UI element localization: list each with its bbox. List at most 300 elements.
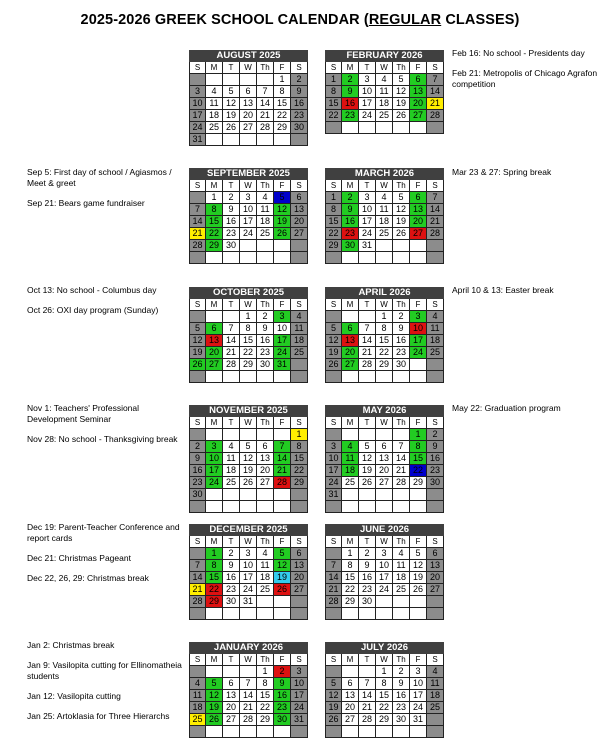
day-cell: 15	[376, 335, 393, 347]
empty-cell	[240, 429, 257, 441]
empty-cell	[359, 122, 376, 134]
day-cell: 26	[393, 228, 410, 240]
day-cell: 23	[342, 228, 359, 240]
empty-cell	[291, 359, 308, 371]
empty-cell	[240, 608, 257, 620]
day-cell: 18	[376, 98, 393, 110]
empty-cell	[393, 501, 410, 513]
empty-cell	[376, 726, 393, 738]
empty-cell	[274, 429, 291, 441]
day-cell: 7	[393, 441, 410, 453]
event-note: May 22: Graduation program	[452, 403, 561, 413]
day-cell: 8	[240, 323, 257, 335]
day-cell: 11	[291, 323, 308, 335]
empty-cell	[393, 122, 410, 134]
day-cell: 18	[189, 702, 206, 714]
day-cell: 1	[325, 74, 342, 86]
day-cell: 6	[257, 441, 274, 453]
day-cell: 5	[274, 192, 291, 204]
weekday-header: M	[206, 536, 223, 548]
day-cell: 10	[291, 678, 308, 690]
day-cell: 20	[410, 216, 427, 228]
day-cell: 7	[274, 441, 291, 453]
day-cell: 22	[291, 465, 308, 477]
day-cell: 16	[393, 690, 410, 702]
day-cell: 3	[410, 311, 427, 323]
day-cell: 24	[291, 702, 308, 714]
weekday-header: F	[410, 536, 427, 548]
day-cell: 6	[410, 74, 427, 86]
day-cell: 2	[427, 429, 444, 441]
weekday-header: S	[325, 62, 342, 74]
month-header: FEBRUARY 2026	[325, 50, 444, 62]
day-cell: 28	[189, 240, 206, 252]
empty-cell	[325, 311, 342, 323]
empty-cell	[427, 596, 444, 608]
empty-cell	[325, 726, 342, 738]
day-cell: 26	[189, 359, 206, 371]
empty-cell	[291, 134, 308, 146]
day-cell: 25	[393, 584, 410, 596]
day-cell: 2	[359, 548, 376, 560]
empty-cell	[206, 666, 223, 678]
day-cell: 22	[274, 110, 291, 122]
empty-cell	[376, 240, 393, 252]
empty-cell	[257, 252, 274, 264]
day-cell: 10	[376, 560, 393, 572]
day-cell: 14	[359, 690, 376, 702]
calendar-may-2026	[325, 405, 444, 513]
weekday-header: F	[410, 62, 427, 74]
weekday-header: M	[342, 299, 359, 311]
empty-cell	[189, 74, 206, 86]
day-cell: 18	[427, 690, 444, 702]
day-cell: 12	[223, 98, 240, 110]
day-cell: 27	[206, 359, 223, 371]
empty-cell	[427, 252, 444, 264]
day-cell: 9	[274, 678, 291, 690]
day-cell: 8	[376, 323, 393, 335]
day-cell: 5	[274, 548, 291, 560]
day-cell: 20	[342, 347, 359, 359]
weekday-header: F	[274, 536, 291, 548]
day-cell: 10	[189, 98, 206, 110]
empty-cell	[206, 371, 223, 383]
day-cell: 22	[206, 584, 223, 596]
day-cell: 19	[393, 98, 410, 110]
weekday-header: W	[240, 654, 257, 666]
day-cell: 25	[257, 584, 274, 596]
day-cell: 23	[427, 465, 444, 477]
empty-cell	[189, 608, 206, 620]
day-cell: 1	[376, 311, 393, 323]
day-cell: 6	[291, 192, 308, 204]
day-cell: 4	[427, 311, 444, 323]
day-cell: 27	[342, 714, 359, 726]
day-cell: 21	[359, 347, 376, 359]
day-cell: 22	[206, 228, 223, 240]
empty-cell	[342, 726, 359, 738]
day-cell: 25	[206, 122, 223, 134]
empty-cell	[257, 489, 274, 501]
weekday-header: S	[427, 654, 444, 666]
day-cell: 14	[189, 216, 206, 228]
weekday-header: W	[376, 299, 393, 311]
day-cell: 9	[359, 560, 376, 572]
empty-cell	[223, 429, 240, 441]
weekday-header: S	[291, 417, 308, 429]
weekday-header: S	[427, 299, 444, 311]
day-cell: 29	[257, 714, 274, 726]
day-cell: 10	[240, 204, 257, 216]
empty-cell	[325, 666, 342, 678]
day-cell: 15	[206, 216, 223, 228]
weekday-header: S	[427, 417, 444, 429]
calendar-february-2026	[325, 50, 444, 134]
empty-cell	[206, 501, 223, 513]
day-cell: 5	[223, 86, 240, 98]
weekday-header: S	[427, 180, 444, 192]
weekday-header: T	[223, 180, 240, 192]
day-cell: 8	[342, 560, 359, 572]
empty-cell	[342, 489, 359, 501]
empty-cell	[206, 429, 223, 441]
empty-cell	[189, 501, 206, 513]
month-header: DECEMBER 2025	[189, 524, 308, 536]
weekday-header: F	[410, 299, 427, 311]
day-cell: 22	[325, 228, 342, 240]
day-cell: 23	[291, 110, 308, 122]
day-cell: 24	[410, 347, 427, 359]
empty-cell	[359, 371, 376, 383]
day-cell: 17	[359, 216, 376, 228]
day-cell: 21	[240, 702, 257, 714]
day-cell: 31	[325, 489, 342, 501]
day-cell: 11	[223, 453, 240, 465]
weekday-header: M	[206, 180, 223, 192]
empty-cell	[325, 371, 342, 383]
day-cell: 21	[189, 584, 206, 596]
day-cell: 1	[342, 548, 359, 560]
day-cell: 30	[223, 240, 240, 252]
day-cell: 26	[274, 584, 291, 596]
weekday-header: W	[376, 417, 393, 429]
month-grid	[325, 299, 444, 383]
day-cell: 30	[189, 489, 206, 501]
weekday-header: Th	[257, 536, 274, 548]
day-cell: 30	[393, 359, 410, 371]
empty-cell	[189, 429, 206, 441]
weekday-header: W	[240, 62, 257, 74]
event-note: Jan 9: Vasilopita cutting for Ellinomatheia students	[27, 660, 182, 681]
event-note: Sep 21: Bears game fundraiser	[27, 198, 145, 208]
day-cell: 8	[206, 560, 223, 572]
weekday-header: Th	[393, 62, 410, 74]
day-cell: 17	[240, 216, 257, 228]
day-cell: 15	[206, 572, 223, 584]
empty-cell	[206, 489, 223, 501]
empty-cell	[376, 429, 393, 441]
day-cell: 29	[206, 596, 223, 608]
day-cell: 2	[393, 311, 410, 323]
empty-cell	[223, 311, 240, 323]
month-grid	[189, 299, 308, 383]
page-title	[0, 12, 600, 28]
day-cell: 23	[223, 228, 240, 240]
weekday-header: T	[359, 299, 376, 311]
day-cell: 2	[223, 548, 240, 560]
day-cell: 28	[427, 110, 444, 122]
day-cell: 3	[274, 311, 291, 323]
day-cell: 6	[223, 678, 240, 690]
day-cell: 4	[206, 86, 223, 98]
day-cell: 14	[325, 572, 342, 584]
day-cell: 17	[376, 572, 393, 584]
day-cell: 13	[342, 335, 359, 347]
month-grid	[325, 536, 444, 620]
day-cell: 3	[359, 192, 376, 204]
day-cell: 27	[257, 477, 274, 489]
day-cell: 14	[240, 690, 257, 702]
day-cell: 30	[342, 240, 359, 252]
empty-cell	[240, 252, 257, 264]
right-notes-april	[452, 285, 598, 305]
day-cell: 2	[189, 441, 206, 453]
empty-cell	[376, 122, 393, 134]
day-cell: 5	[325, 678, 342, 690]
day-cell: 5	[189, 323, 206, 335]
day-cell: 19	[393, 216, 410, 228]
event-note: Jan 25: Artoklasia for Three Hierarchs	[27, 711, 170, 721]
empty-cell	[223, 726, 240, 738]
month-header: JULY 2026	[325, 642, 444, 654]
day-cell: 25	[291, 347, 308, 359]
weekday-header: Th	[257, 62, 274, 74]
day-cell: 11	[427, 323, 444, 335]
empty-cell	[410, 608, 427, 620]
empty-cell	[291, 501, 308, 513]
weekday-header: T	[223, 417, 240, 429]
empty-cell	[257, 608, 274, 620]
day-cell: 9	[393, 678, 410, 690]
day-cell: 3	[291, 666, 308, 678]
day-cell: 30	[291, 122, 308, 134]
day-cell: 5	[325, 323, 342, 335]
day-cell: 26	[410, 584, 427, 596]
day-cell: 16	[274, 690, 291, 702]
empty-cell	[240, 134, 257, 146]
day-cell: 27	[376, 477, 393, 489]
day-cell: 10	[359, 204, 376, 216]
day-cell: 4	[427, 666, 444, 678]
empty-cell	[393, 371, 410, 383]
empty-cell	[359, 501, 376, 513]
day-cell: 23	[359, 584, 376, 596]
weekday-header: S	[189, 536, 206, 548]
empty-cell	[274, 726, 291, 738]
empty-cell	[223, 371, 240, 383]
empty-cell	[257, 596, 274, 608]
day-cell: 14	[427, 86, 444, 98]
month-grid	[325, 417, 444, 513]
day-cell: 25	[342, 477, 359, 489]
day-cell: 2	[223, 192, 240, 204]
weekday-header: W	[376, 180, 393, 192]
day-cell: 25	[223, 477, 240, 489]
day-cell: 24	[240, 228, 257, 240]
event-note: Dec 21: Christmas Pageant	[27, 553, 131, 563]
day-cell: 15	[410, 453, 427, 465]
empty-cell	[189, 371, 206, 383]
empty-cell	[189, 548, 206, 560]
empty-cell	[359, 489, 376, 501]
day-cell: 14	[257, 98, 274, 110]
left-notes-november	[27, 403, 185, 454]
day-cell: 26	[274, 228, 291, 240]
weekday-header: Th	[257, 654, 274, 666]
day-cell: 21	[393, 465, 410, 477]
day-cell: 10	[274, 323, 291, 335]
empty-cell	[291, 240, 308, 252]
day-cell: 24	[325, 477, 342, 489]
day-cell: 20	[342, 702, 359, 714]
day-cell: 16	[257, 335, 274, 347]
day-cell: 10	[206, 453, 223, 465]
weekday-header: Th	[393, 299, 410, 311]
day-cell: 17	[325, 465, 342, 477]
empty-cell	[325, 608, 342, 620]
empty-cell	[240, 726, 257, 738]
calendar-december-2025	[189, 524, 308, 620]
day-cell: 1	[240, 311, 257, 323]
empty-cell	[342, 501, 359, 513]
empty-cell	[189, 252, 206, 264]
day-cell: 20	[223, 702, 240, 714]
weekday-header: S	[427, 62, 444, 74]
empty-cell	[257, 240, 274, 252]
day-cell: 6	[291, 548, 308, 560]
weekday-header: M	[206, 417, 223, 429]
day-cell: 15	[325, 98, 342, 110]
day-cell: 18	[206, 110, 223, 122]
day-cell: 12	[393, 86, 410, 98]
weekday-header: S	[325, 654, 342, 666]
day-cell: 3	[240, 192, 257, 204]
empty-cell	[189, 192, 206, 204]
empty-cell	[410, 252, 427, 264]
day-cell: 13	[240, 98, 257, 110]
day-cell: 23	[257, 347, 274, 359]
day-cell: 10	[325, 453, 342, 465]
day-cell: 13	[291, 204, 308, 216]
day-cell: 27	[291, 228, 308, 240]
day-cell: 18	[223, 465, 240, 477]
day-cell: 4	[257, 192, 274, 204]
day-cell: 2	[291, 74, 308, 86]
day-cell: 12	[206, 690, 223, 702]
day-cell: 24	[274, 347, 291, 359]
weekday-header: T	[359, 417, 376, 429]
weekday-header: F	[274, 299, 291, 311]
empty-cell	[393, 726, 410, 738]
empty-cell	[376, 489, 393, 501]
day-cell: 14	[274, 453, 291, 465]
event-note: April 10 & 13: Easter break	[452, 285, 554, 295]
day-cell: 18	[257, 572, 274, 584]
day-cell: 1	[206, 548, 223, 560]
event-note: Feb 21: Metropolis of Chicago Agrafon competition	[452, 68, 598, 89]
month-header: SEPTEMBER 2025	[189, 168, 308, 180]
day-cell: 3	[376, 548, 393, 560]
empty-cell	[274, 240, 291, 252]
day-cell: 1	[325, 192, 342, 204]
day-cell: 2	[342, 74, 359, 86]
weekday-header: M	[206, 654, 223, 666]
empty-cell	[274, 501, 291, 513]
day-cell: 18	[342, 465, 359, 477]
day-cell: 18	[376, 216, 393, 228]
day-cell: 23	[274, 702, 291, 714]
empty-cell	[291, 608, 308, 620]
empty-cell	[342, 252, 359, 264]
day-cell: 16	[189, 465, 206, 477]
empty-cell	[189, 726, 206, 738]
day-cell: 20	[427, 572, 444, 584]
weekday-header: Th	[393, 654, 410, 666]
weekday-header: W	[376, 536, 393, 548]
empty-cell	[342, 429, 359, 441]
day-cell: 30	[257, 359, 274, 371]
day-cell: 18	[257, 216, 274, 228]
day-cell: 1	[257, 666, 274, 678]
empty-cell	[257, 74, 274, 86]
empty-cell	[376, 501, 393, 513]
day-cell: 25	[257, 228, 274, 240]
empty-cell	[223, 252, 240, 264]
month-header: NOVEMBER 2025	[189, 405, 308, 417]
day-cell: 13	[342, 690, 359, 702]
day-cell: 6	[376, 441, 393, 453]
day-cell: 17	[274, 335, 291, 347]
day-cell: 5	[393, 192, 410, 204]
day-cell: 28	[325, 596, 342, 608]
day-cell: 24	[206, 477, 223, 489]
day-cell: 3	[189, 86, 206, 98]
day-cell: 9	[223, 204, 240, 216]
day-cell: 29	[274, 122, 291, 134]
event-note: Dec 22, 26, 29: Christmas break	[27, 573, 149, 583]
day-cell: 7	[257, 86, 274, 98]
day-cell: 30	[223, 596, 240, 608]
event-note: Oct 13: No school - Columbus day	[27, 285, 157, 295]
day-cell: 19	[206, 702, 223, 714]
empty-cell	[240, 240, 257, 252]
day-cell: 25	[189, 714, 206, 726]
empty-cell	[223, 666, 240, 678]
weekday-header: Th	[257, 299, 274, 311]
day-cell: 23	[342, 110, 359, 122]
day-cell: 10	[359, 86, 376, 98]
calendar-september-2025	[189, 168, 308, 264]
day-cell: 31	[240, 596, 257, 608]
empty-cell	[257, 726, 274, 738]
month-header: MARCH 2026	[325, 168, 444, 180]
day-cell: 17	[410, 690, 427, 702]
weekday-header: M	[342, 654, 359, 666]
day-cell: 15	[257, 690, 274, 702]
day-cell: 17	[206, 465, 223, 477]
day-cell: 15	[274, 98, 291, 110]
